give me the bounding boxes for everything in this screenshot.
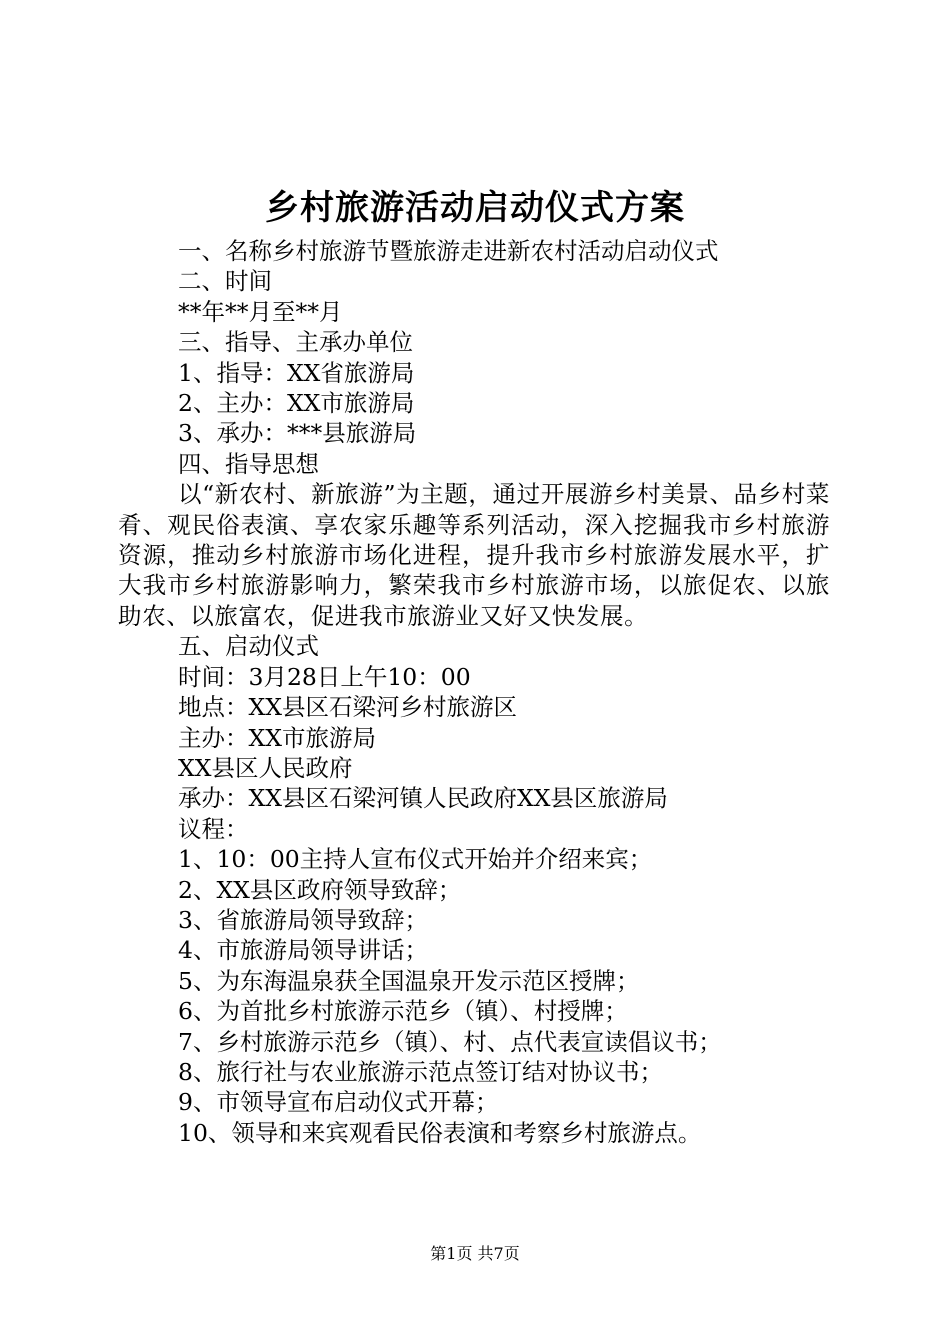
section-time-heading: 二、时间: [178, 267, 272, 296]
section-time-value: **年**月至**月: [178, 297, 343, 326]
document-body: [118, 236, 830, 1148]
document-title: 乡村旅游活动启动仪式方案: [265, 188, 685, 228]
agenda-item: 7、乡村旅游示范乡（镇）、村、点代表宣读倡议书；: [178, 1027, 722, 1056]
ceremony-host: 主办：XX市旅游局: [178, 723, 376, 752]
ceremony-organizer: 承办：XX县区石梁河镇人民政府XX县区旅游局: [178, 784, 668, 813]
agenda-item: 1、10：00主持人宣布仪式开始并介绍来宾；: [178, 845, 653, 874]
guiding-idea-paragraph: 以“新农村、新旅游”为主题，通过开展游乡村美景、品乡村菜肴、观民俗表演、享农家乐趣等系列活动，深入挖掘我市乡村旅游资源，推动乡村旅游市场化进程，提升我市乡村旅游发展水平，扩大我市乡村旅游影响力，繁荣我市乡村旅游市场，以旅促农、以旅助农、以旅富农，促进我市旅游业又好又快发展。: [118, 480, 830, 630]
ceremony-host-2: XX县区人民政府: [178, 753, 353, 782]
unit-guide: 1、指导：XX省旅游局: [178, 358, 415, 387]
agenda-item: 8、旅行社与农业旅游示范点签订结对协议书；: [178, 1057, 663, 1086]
agenda-item: 6、为首批乡村旅游示范乡（镇）、村授牌；: [178, 997, 628, 1026]
agenda-item: 4、市旅游局领导讲话；: [178, 936, 428, 965]
section-units-heading: 三、指导、主承办单位: [178, 328, 413, 357]
agenda-item: 10、领导和来宾观看民俗表演和考察乡村旅游点。: [178, 1118, 702, 1147]
agenda-item: 3、省旅游局领导致辞；: [178, 905, 428, 934]
agenda-item: 5、为东海温泉获全国温泉开发示范区授牌；: [178, 966, 640, 995]
agenda-heading: 议程：: [178, 814, 249, 843]
ceremony-location: 地点：XX县区石梁河乡村旅游区: [178, 693, 517, 722]
unit-organizer: 3、承办：***县旅游局: [178, 419, 417, 448]
page-number: 第1页 共7页: [430, 1244, 520, 1263]
section-ceremony-heading: 五、启动仪式: [178, 632, 319, 661]
section-guiding-idea-heading: 四、指导思想: [178, 449, 319, 478]
section-name: 一、名称乡村旅游节暨旅游走进新农村活动启动仪式: [178, 237, 719, 265]
ceremony-time: 时间：3月28日上午10：00: [178, 662, 471, 691]
unit-host: 2、主办：XX市旅游局: [178, 389, 415, 418]
agenda-item: 9、市领导宣布启动仪式开幕；: [178, 1088, 499, 1117]
agenda-item: 2、XX县区政府领导致辞；: [178, 875, 462, 904]
